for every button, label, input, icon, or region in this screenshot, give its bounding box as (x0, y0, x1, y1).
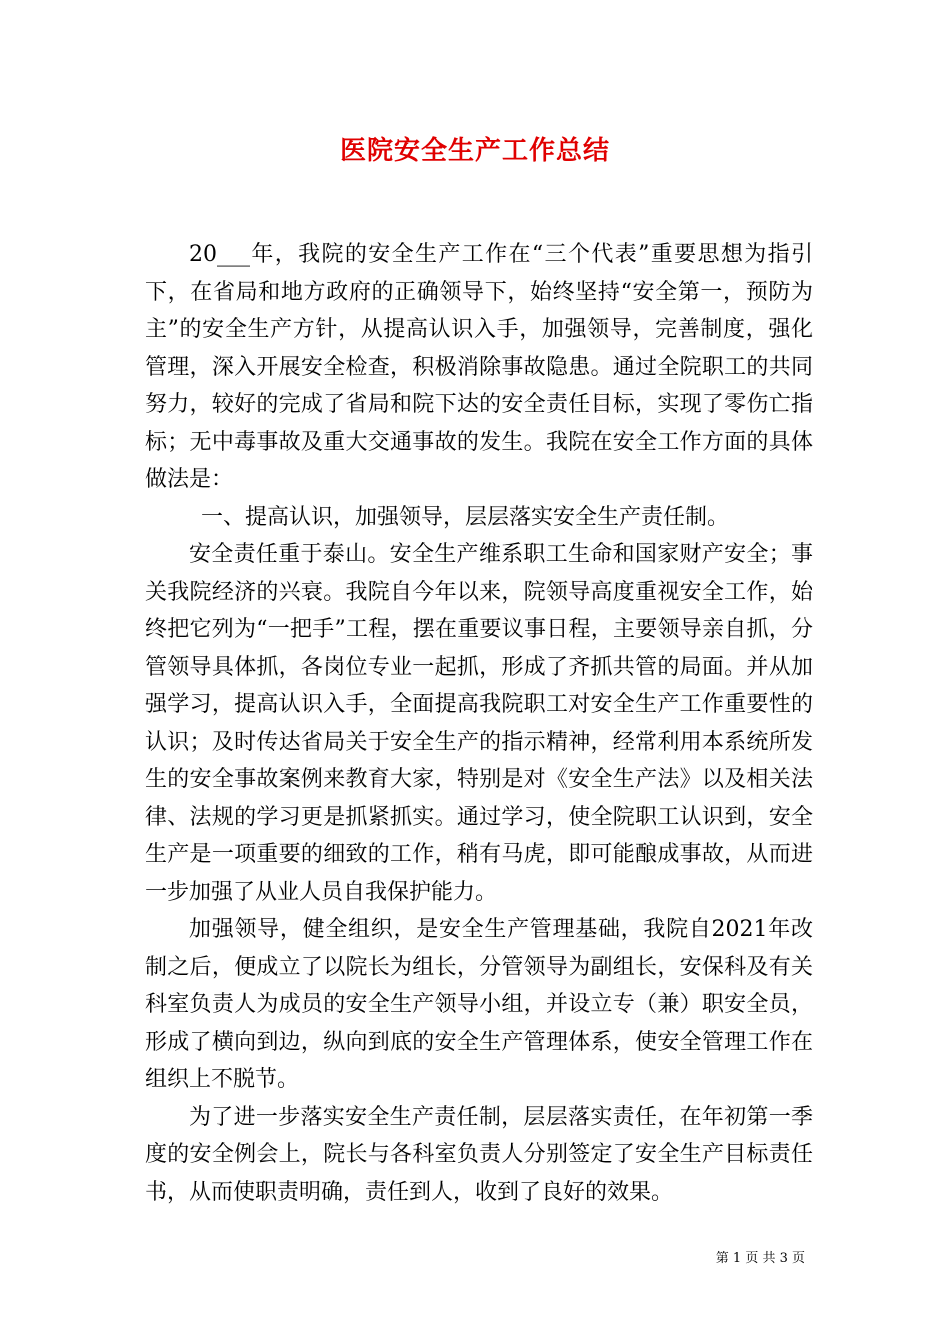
paragraph-organization: 加强领导，健全组织，是安全生产管理基础，我院自2021年改制之后，便成立了以院长为组长，分管领导为副组长，安保科及有关科室负责人为成员的安全生产领导小组，并设立专（兼）职安全员，形成了横向到边，纵向到底的安全生产管理体系，使安全管理工作在组织上不脱节。 (145, 917, 813, 1092)
paragraph-intro: 20___年，我院的安全生产工作在“三个代表”重要思想为指引下，在省局和地方政府的正确领导下，始终坚持“安全第一，预防为主”的安全生产方针，从提高认识入手，加强领导，完善制度，强化管理，深入开展安全检查，积极消除事故隐患。通过全院职工的共同努力，较好的完成了省局和院下达的安全责任目标，实现了零伤亡指标；无中毒事故及重大交通事故的发生。我院在安全工作方面的具体做法是： (145, 242, 813, 492)
document-body (145, 236, 813, 1211)
page-number: 第 1 页 共 3 页 (715, 1251, 805, 1266)
document-title: 医院安全生产工作总结 (339, 136, 610, 166)
section-heading-1: 一、提高认识，加强领导，层层落实安全生产责任制。 (201, 504, 730, 530)
paragraph-safety-responsibility: 安全责任重于泰山。安全生产维系职工生命和国家财产安全；事关我院经济的兴衰。我院自今年以来，院领导高度重视安全工作，始终把它列为“一把手”工程，摆在重要议事日程，主要领导亲自抓，分管领导具体抓，各岗位专业一起抓，形成了齐抓共管的局面。并从加强学习，提高认识入手，全面提高我院职工对安全生产工作重要性的认识；及时传达省局关于安全生产的指示精神，经常利用本系统所发生的安全事故案例来教育大家，特别是对《安全生产法》以及相关法律、法规的学习更是抓紧抓实。通过学习，使全院职工认识到，安全生产是一项重要的细致的工作，稍有马虎，即可能酿成事故，从而进一步加强了从业人员自我保护能力。 (145, 542, 813, 905)
paragraph-responsibility-system: 为了进一步落实安全生产责任制，层层落实责任，在年初第一季度的安全例会上，院长与各科室负责人分别签定了安全生产目标责任书，从而使职责明确，责任到人，收到了良好的效果。 (145, 1104, 813, 1205)
